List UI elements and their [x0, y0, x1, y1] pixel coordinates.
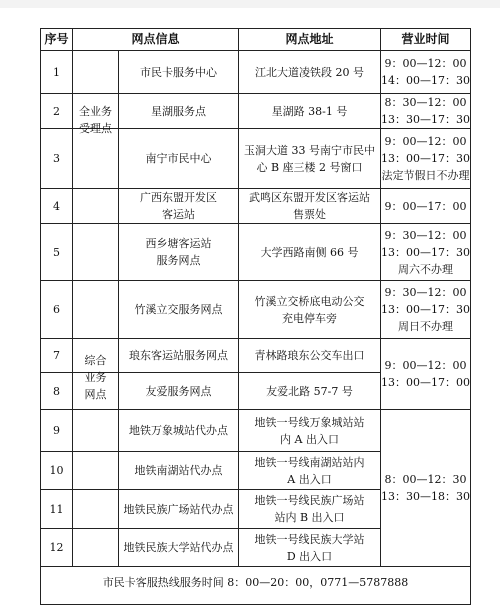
row-7-address: 青林路琅东公交车出口	[254, 349, 365, 362]
row-7-name: 琅东客运站服务网点	[129, 349, 228, 362]
row-1-address: 江北大道凌铁段 20 号	[255, 65, 364, 79]
page-top-strip	[0, 0, 500, 8]
row-3-hours: 9：00—12：00 13：00—17：30 法定节假日不办理	[381, 135, 470, 182]
row-11-name: 地铁民族广场站代办点	[123, 502, 234, 516]
row-2-address: 星湖路 38-1 号	[271, 104, 348, 118]
row-11-address: 地铁一号线民族广场站 站内 B 出入口	[254, 494, 365, 524]
row-9-name: 地铁万象城站代办点	[129, 424, 228, 437]
header-no: 序号	[44, 32, 69, 46]
row-11-no: 11	[49, 502, 64, 516]
row-9-address: 地铁一号线万象城站站 内 A 出入口	[254, 415, 365, 446]
group-full-service: 全业务 受理点	[79, 104, 112, 135]
row-5-address: 大学西路南侧 66 号	[260, 245, 359, 259]
row-12-address: 地铁一号线民族大学站 D 出入口	[254, 532, 365, 563]
row-8-no: 8	[53, 384, 60, 398]
row-5-hours: 9：30—12：00 13：00—17：30 周六不办理	[381, 228, 470, 276]
row-6-name: 竹溪立交服务网点	[134, 303, 223, 316]
row-8-name: 友爱服务网点	[145, 384, 212, 398]
row-3-name: 南宁市民中心	[145, 152, 212, 165]
row-7-no: 7	[53, 349, 60, 362]
row-6-no: 6	[53, 303, 60, 316]
row-5-name: 西乡塘客运站 服务网点	[145, 237, 212, 267]
row-2-hours: 8：30—12：00 13：30—17：30	[381, 96, 470, 126]
header-address: 网点地址	[285, 32, 334, 46]
rule-right	[470, 28, 471, 605]
row-6-address: 竹溪立交桥底电动公交 充电停车旁	[254, 294, 365, 325]
row-7-8-hours: 9：00—12：00 13：00—17：00	[381, 359, 470, 389]
row-9-12-hours: 8：00—12：30 13：30—18：30	[381, 473, 470, 503]
row-12-name: 地铁民族大学站代办点	[123, 541, 234, 554]
row-1-name: 市民卡服务中心	[140, 65, 217, 79]
hotline-footer: 市民卡客服热线服务时间 8：00—20：00，0771—5787888	[102, 575, 409, 589]
row-4-no: 4	[53, 199, 60, 213]
header-outlet: 网点信息	[131, 32, 180, 46]
row-2-no: 2	[53, 104, 60, 118]
row-10-no: 10	[49, 464, 64, 477]
row-4-address: 武鸣区东盟开发区客运站 售票处	[249, 191, 370, 221]
row-6-hours: 9：30—12：00 13：00—17：30 周日不办理	[381, 286, 470, 333]
row-10-address: 地铁一号线南湖站站内 A 出入口	[254, 455, 365, 486]
row-4-hours: 9：00—17：00	[384, 199, 467, 213]
row-8-address: 友爱北路 57-7 号	[266, 384, 353, 398]
row-3-no: 3	[53, 152, 60, 165]
row-4-name: 广西东盟开发区 客运站	[140, 191, 217, 221]
header-hours: 营业时间	[401, 32, 450, 46]
group-general-service: 综合 业务 网点	[84, 354, 107, 401]
row-10-name: 地铁南湖站代办点	[134, 464, 223, 477]
row-12-no: 12	[49, 541, 64, 554]
row-9-no: 9	[53, 424, 60, 437]
row-1-no: 1	[53, 65, 60, 79]
row-5-no: 5	[53, 245, 60, 259]
row-1-hours: 9：00—12：00 14：00—17：30	[381, 57, 470, 87]
row-3-address: 玉洞大道 33 号南宁市民中 心 B 座三楼 2 号窗口	[244, 143, 375, 174]
row-2-name: 星湖服务点	[151, 104, 206, 118]
